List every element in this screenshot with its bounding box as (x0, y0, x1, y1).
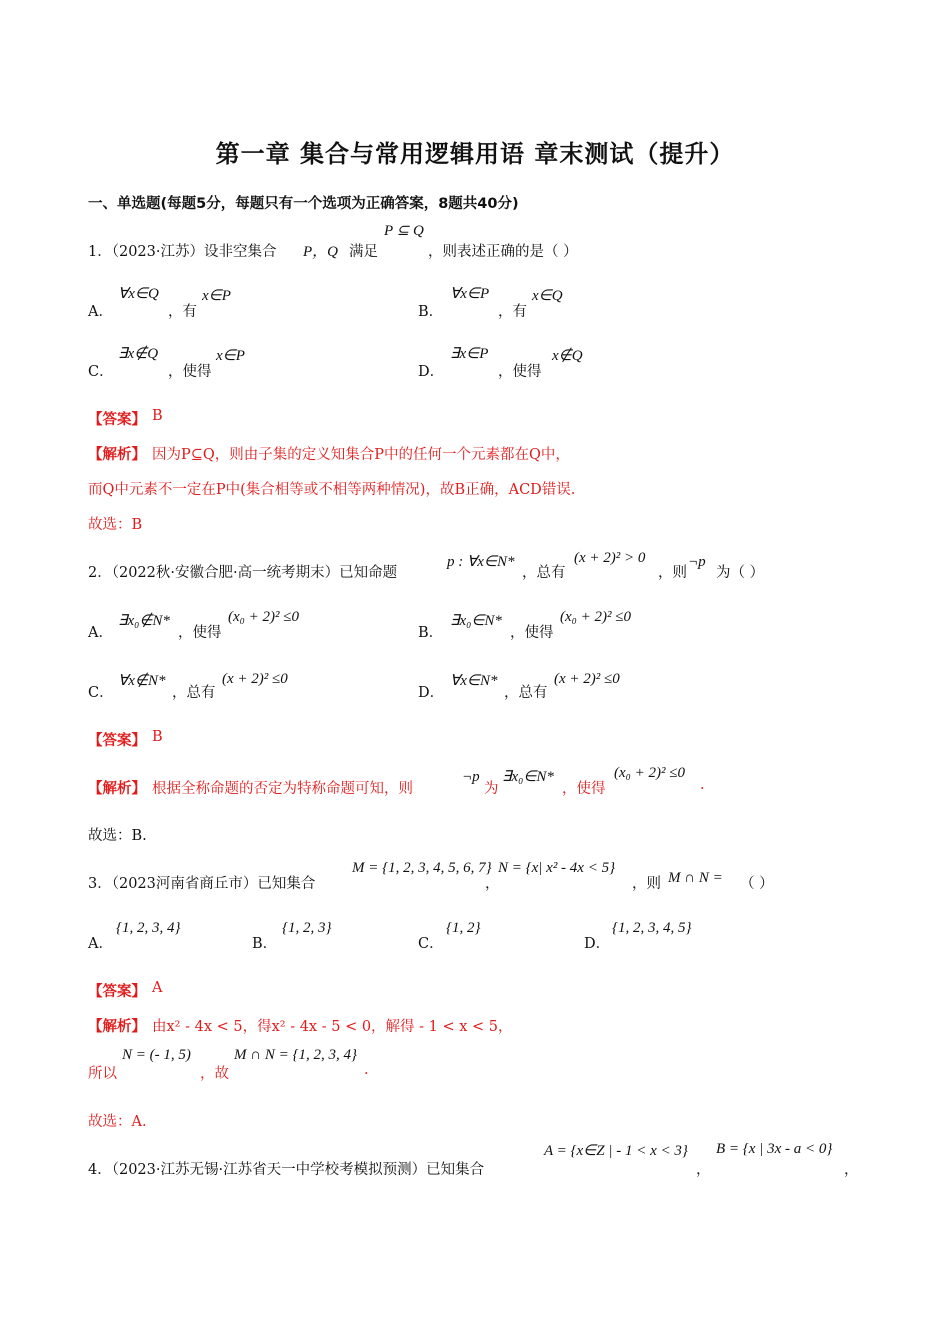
q4-stem-c: ， (844, 1162, 859, 1178)
q3-analysis-tag: 【解析】 (88, 1019, 146, 1035)
q3-answer: A (152, 980, 163, 996)
q3-option-c-label: C． (418, 936, 444, 952)
q2-analysis-math2: (x₀ + 2)² ≤0 (614, 765, 685, 781)
q1-option-c-math1: ∃x∉Q (118, 346, 159, 362)
q2-option-a-label: A． (88, 625, 113, 641)
q1-option-b-math1: ∀x∈P (450, 286, 490, 302)
q2-option-c-math1: ∀x∉N* (118, 673, 166, 689)
q2-stem: 2．（2022秋·安徽合肥·高一统考期末）已知命题 (88, 565, 398, 581)
q2-analysis-text: 根据全称命题的否定为特称命题可知，则 (152, 781, 413, 797)
q2-option-a-text: ，使得 (178, 625, 222, 641)
q1-analysis-line2: 而Q中元素不一定在P中(集合相等或不相等两种情况)，故B正确，ACD错误. (88, 482, 576, 498)
q3-analysis-line2c: . (364, 1062, 369, 1078)
q1-option-c-math2: x∈P (216, 348, 245, 364)
page-title: 第一章 集合与常用逻辑用语 章末测试（提升） (215, 140, 735, 168)
q3-option-a-math: {1, 2, 3, 4} (116, 920, 181, 936)
q1-sets: P，Q (303, 244, 338, 260)
q2-option-c-math2: (x + 2)² ≤0 (222, 671, 288, 687)
q1-option-b-label: B． (418, 304, 444, 320)
q3-option-b-label: B． (252, 936, 278, 952)
q3-option-d-label: D． (584, 936, 611, 952)
q3-set-m: M = {1, 2, 3, 4, 5, 6, 7} (352, 860, 492, 876)
q2-option-d-label: D． (418, 685, 445, 701)
q2-stem-d: 为（ ） (716, 565, 765, 581)
q1-analysis-tag: 【解析】 (88, 447, 146, 463)
q3-stem: 3．（2023河南省商丘市）已知集合 (88, 876, 316, 892)
q2-option-a-math1: ∃x₀∉N* (118, 613, 170, 629)
section-heading: 一、单选题(每题5分，每题只有一个选项为正确答案，8题共40分) (88, 196, 519, 212)
q1-stem-b: 满足 (349, 244, 378, 260)
q4-set-b: B = {x | 3x - a < 0} (716, 1141, 833, 1157)
q1-stem-c: ，则表述正确的是（ ） (428, 244, 578, 260)
q2-option-b-label: B． (418, 625, 444, 641)
q2-negation: ¬p (688, 554, 706, 570)
q3-option-c-math: {1, 2} (446, 920, 481, 936)
q2-option-d-math2: (x + 2)² ≤0 (554, 671, 620, 687)
q1-stem: 1．（2023·江苏）设非空集合 (88, 244, 277, 260)
q1-analysis-line1: 因为P⊆Q，则由子集的定义知集合P中的任何一个元素都在Q中， (152, 447, 570, 463)
q3-intersection: M ∩ N = (668, 870, 723, 886)
q3-answer-tag: 【答案】 (88, 984, 146, 1000)
q1-conclusion: 故选：B (88, 517, 143, 533)
q3-analysis-line2b: ，故 (200, 1066, 229, 1082)
q3-analysis-line1: 由x² - 4x < 5，得x² - 4x - 5 < 0，解得 - 1 < x < 5， (152, 1019, 513, 1035)
q3-stem-d: （ ） (740, 876, 774, 892)
q1-option-a-math2: x∈P (202, 288, 231, 304)
q3-option-a-label: A． (88, 936, 113, 952)
q1-option-a-math1: ∀x∈Q (118, 286, 159, 302)
q2-analysis-tag: 【解析】 (88, 781, 146, 797)
q1-option-d-text: ，使得 (498, 364, 542, 380)
q3-analysis-intersection: M ∩ N = {1, 2, 3, 4} (234, 1047, 357, 1063)
q1-option-a-label: A． (88, 304, 113, 320)
q3-stem-c: ，则 (632, 876, 661, 892)
q2-analysis-negation: ¬p (462, 769, 480, 785)
q1-option-a-text: ，有 (168, 304, 197, 320)
q2-option-d-text: ，总有 (504, 685, 548, 701)
q3-analysis-line2a: 所以 (88, 1066, 117, 1082)
q2-analysis-text-c: ，使得 (562, 781, 606, 797)
q3-set-n: N = {x| x² - 4x < 5} (498, 860, 616, 876)
q3-option-b-math: {1, 2, 3} (282, 920, 332, 936)
q1-option-b-math2: x∈Q (532, 288, 563, 304)
q2-stem-c: ，则 (658, 565, 687, 581)
q2-option-c-text: ，总有 (172, 685, 216, 701)
q4-set-a: A = {x∈Z | - 1 < x < 3} (544, 1143, 688, 1159)
q1-option-d-label: D． (418, 364, 445, 380)
q1-condition: P ⊆ Q (384, 223, 424, 239)
q1-answer: B (152, 408, 163, 424)
q1-option-d-math2: x∉Q (552, 348, 583, 364)
q1-answer-tag: 【答案】 (88, 412, 146, 428)
q2-stem-b: ，总有 (522, 565, 566, 581)
q2-analysis-text-d: . (700, 777, 705, 793)
q1-option-b-text: ，有 (498, 304, 527, 320)
q3-stem-b: ， (485, 876, 500, 892)
q4-stem: 4．（2023·江苏无锡·江苏省天一中学校考模拟预测）已知集合 (88, 1162, 485, 1178)
q3-analysis-n: N = (- 1, 5) (122, 1047, 191, 1063)
q2-option-b-math1: ∃x₀∈N* (450, 613, 502, 629)
q2-inequality: (x + 2)² > 0 (574, 550, 646, 566)
q2-option-a-math2: (x₀ + 2)² ≤0 (228, 609, 299, 625)
q3-conclusion: 故选：A. (88, 1114, 147, 1130)
q2-analysis-text-b: 为 (484, 781, 499, 797)
q1-option-c-text: ，使得 (168, 364, 212, 380)
q2-analysis-math1: ∃x₀∈N* (502, 769, 554, 785)
q2-option-b-math2: (x₀ + 2)² ≤0 (560, 609, 631, 625)
q2-option-d-math1: ∀x∈N* (450, 673, 498, 689)
q2-answer-tag: 【答案】 (88, 733, 146, 749)
q2-proposition: p : ∀x∈N* (447, 554, 515, 570)
q2-conclusion: 故选：B. (88, 828, 147, 844)
q2-option-c-label: C． (88, 685, 114, 701)
q4-stem-b: ， (696, 1162, 711, 1178)
q1-option-d-math1: ∃x∈P (450, 346, 489, 362)
q1-option-c-label: C． (88, 364, 114, 380)
q2-answer: B (152, 729, 163, 745)
q2-option-b-text: ，使得 (510, 625, 554, 641)
q3-option-d-math: {1, 2, 3, 4, 5} (612, 920, 692, 936)
